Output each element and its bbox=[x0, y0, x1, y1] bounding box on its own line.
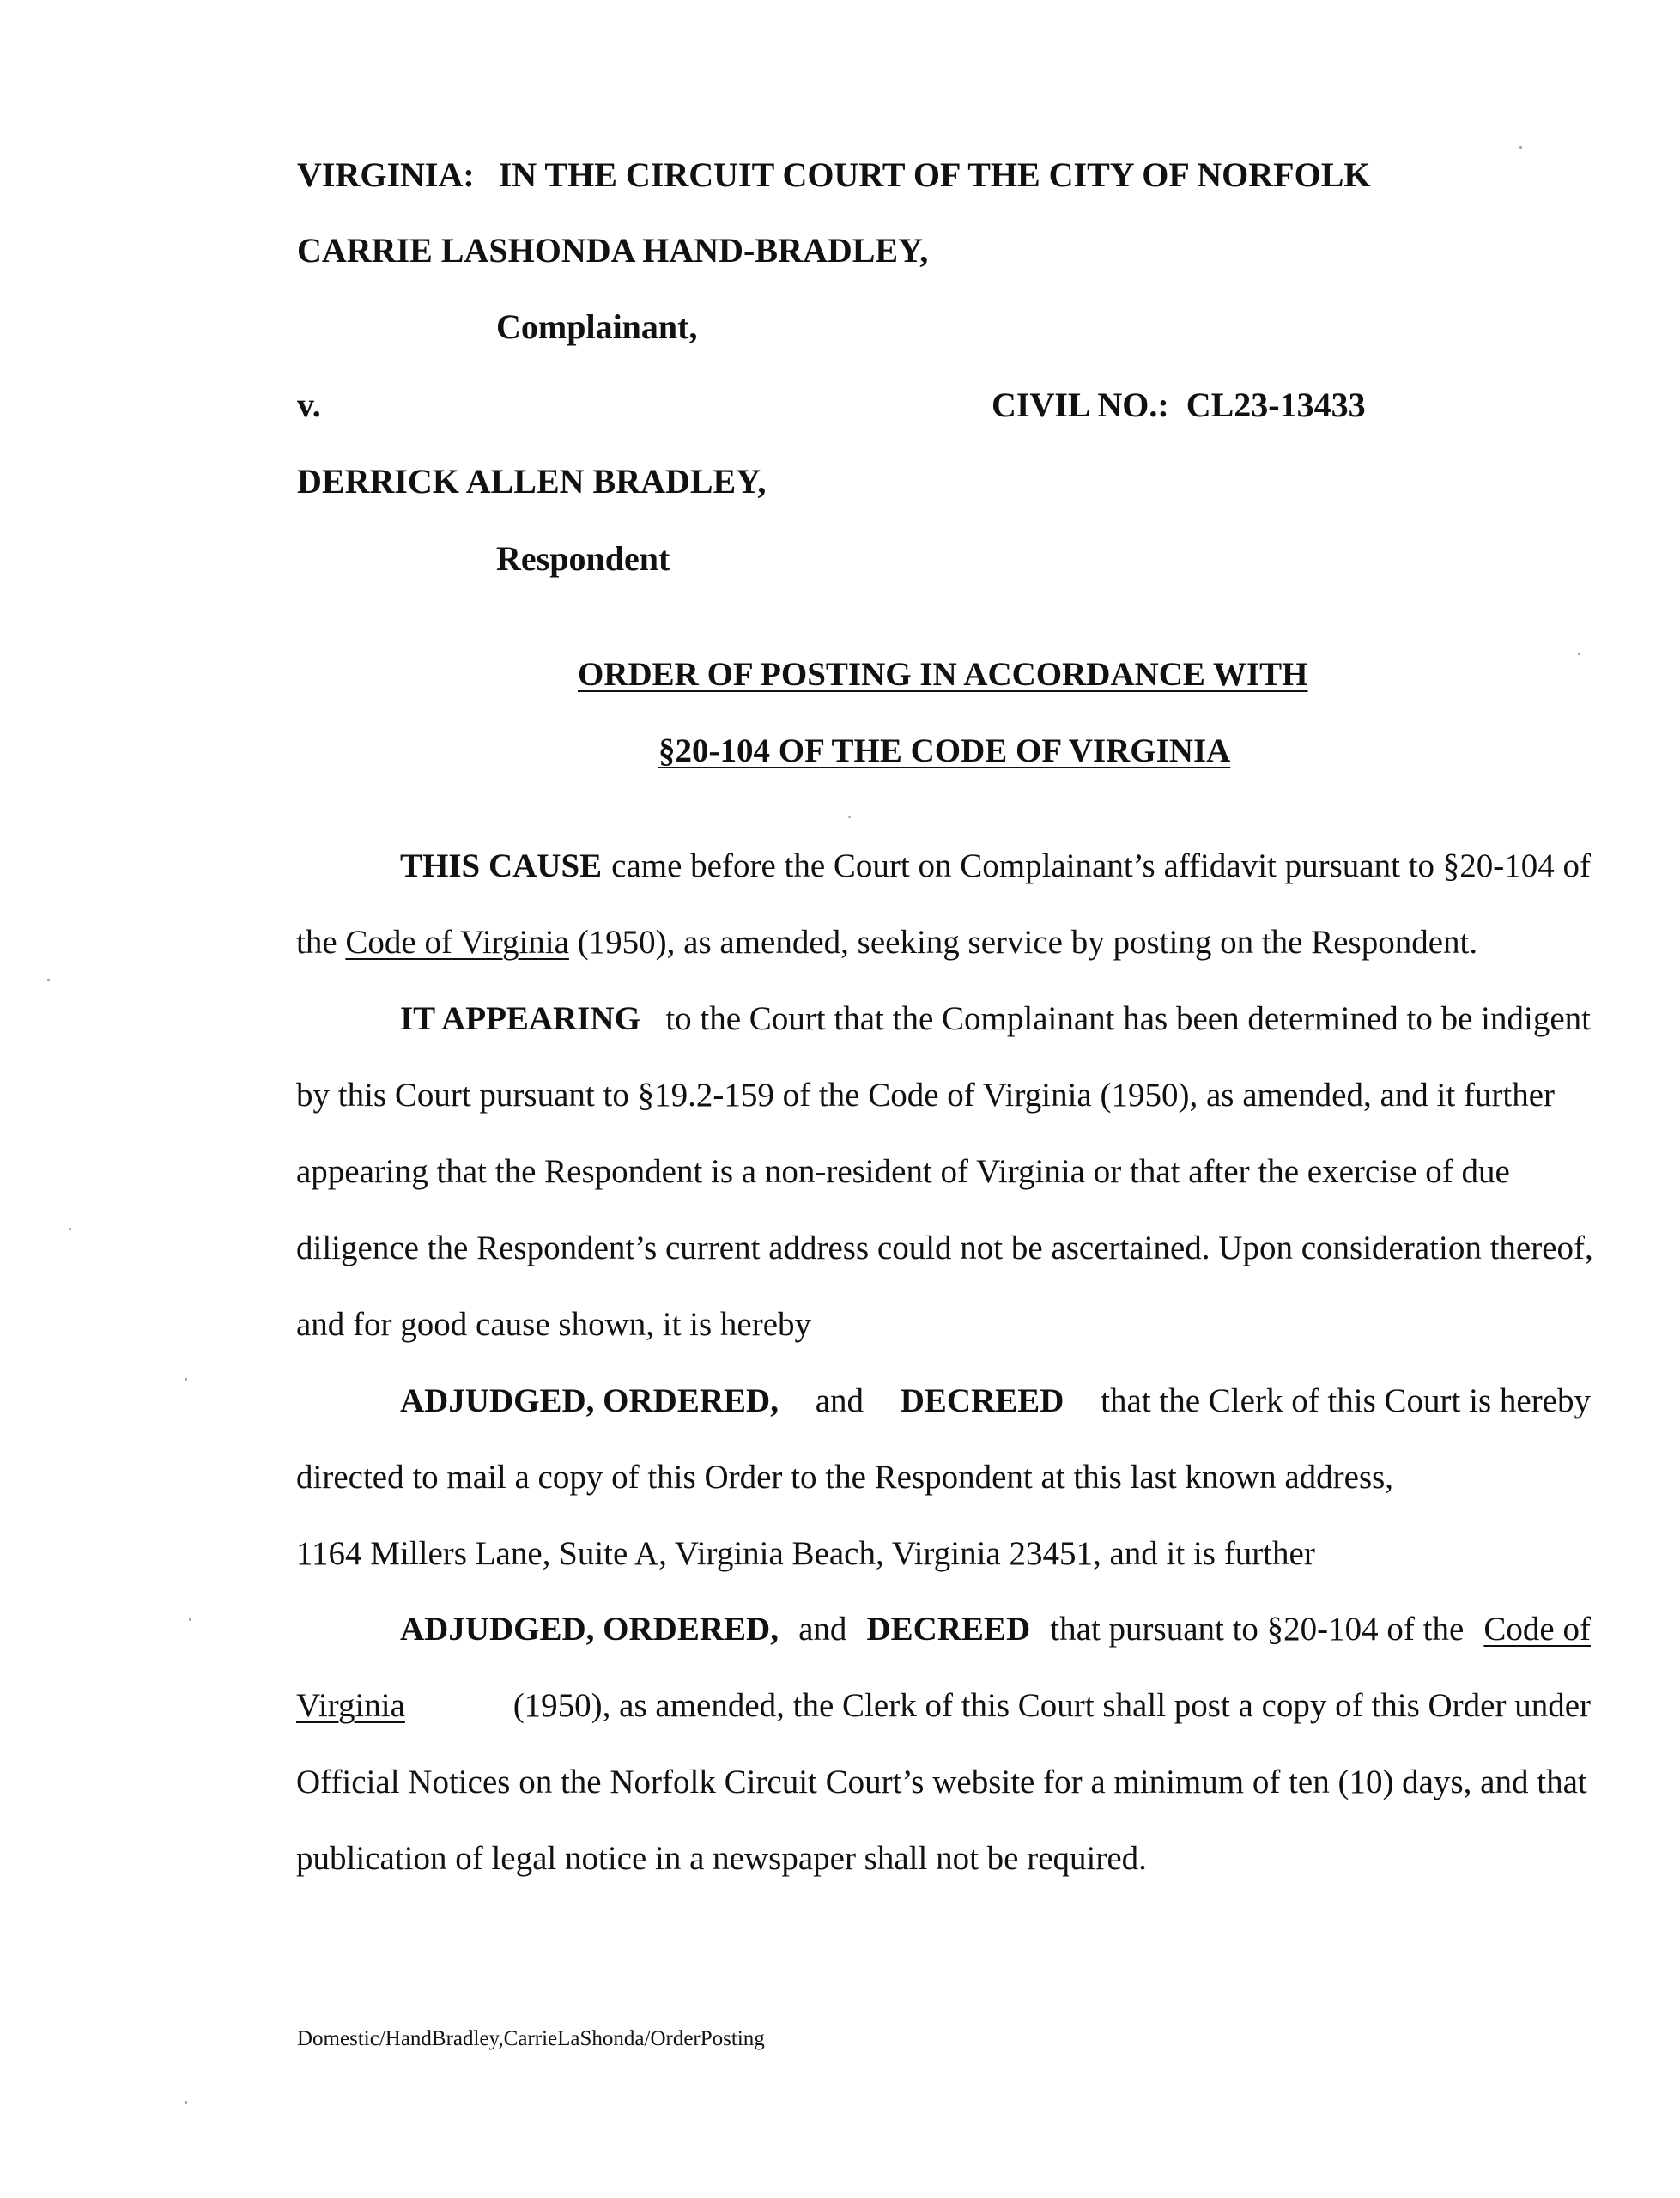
paragraph-1-line-2 bbox=[296, 922, 1477, 963]
paragraph-1-line-1 bbox=[400, 846, 1591, 887]
respondent-role: Respondent bbox=[496, 539, 670, 578]
paragraph-3-line-3: 1164 Millers Lane, Suite A, Virginia Beach, Virginia 23451, and it is further bbox=[296, 1535, 1315, 1572]
jurisdiction-label: VIRGINIA: bbox=[297, 155, 475, 194]
paragraph-2-line-5: and for good cause shown, it is hereby bbox=[296, 1306, 812, 1343]
paragraph-4-line-2 bbox=[296, 1685, 1591, 1727]
paragraph-4-line-4: publication of legal notice in a newspaper shall not be required. bbox=[296, 1840, 1147, 1877]
scan-speck bbox=[47, 979, 50, 981]
versus-label: v. bbox=[297, 386, 321, 424]
code-reference-link: Code of Virginia bbox=[345, 924, 569, 961]
p4-adjudged: ADJUDGED, ORDERED, bbox=[400, 1611, 779, 1648]
paragraph-4-line-1 bbox=[400, 1609, 1591, 1650]
p4-and: and bbox=[798, 1611, 847, 1648]
code-reference-link-part1: Code of bbox=[1483, 1611, 1591, 1648]
p4-decreed: DECREED bbox=[866, 1611, 1031, 1648]
paragraph-2-line-4: diligence the Respondent’s current address could not be ascertained. Upon consideration thereof, bbox=[296, 1230, 1593, 1266]
order-title-line1: ORDER OF POSTING IN ACCORDANCE WITH bbox=[578, 656, 1308, 693]
scan-speck bbox=[185, 2101, 187, 2104]
paragraph-2-line-1 bbox=[400, 999, 1591, 1040]
court-line bbox=[297, 155, 1371, 196]
p2-lead: IT APPEARING bbox=[400, 1000, 640, 1037]
court-name: IN THE CIRCUIT COURT OF THE CITY OF NORFOLK bbox=[498, 155, 1371, 194]
order-title-line2: §20-104 OF THE CODE OF VIRGINIA bbox=[658, 732, 1231, 769]
paragraph-4-line-3: Official Notices on the Norfolk Circuit Court’s website for a minimum of ten (10) days, and that bbox=[296, 1764, 1587, 1800]
scan-speck bbox=[1519, 146, 1522, 149]
scan-speck bbox=[1578, 653, 1580, 655]
code-reference-link-part2: Virginia bbox=[296, 1687, 405, 1724]
respondent-name: DERRICK ALLEN BRADLEY, bbox=[297, 462, 767, 501]
complainant-name: CARRIE LASHONDA HAND-BRADLEY, bbox=[297, 231, 929, 270]
scan-speck bbox=[69, 1228, 71, 1230]
scan-speck bbox=[848, 816, 851, 818]
civil-no-value: CL23-13433 bbox=[1186, 386, 1366, 424]
p1-lead: THIS CAUSE bbox=[400, 847, 603, 884]
p1-prefix: the bbox=[296, 924, 337, 961]
scan-speck bbox=[189, 1618, 191, 1621]
p4-rest: that pursuant to §20-104 of the bbox=[1050, 1611, 1465, 1648]
paragraph-2-line-3: appearing that the Respondent is a non-resident of Virginia or that after the exercise of due bbox=[296, 1153, 1510, 1190]
paragraph-3-line-1 bbox=[400, 1381, 1591, 1422]
p3-rest: that the Clerk of this Court is hereby bbox=[1101, 1382, 1591, 1419]
p3-decreed: DECREED bbox=[900, 1382, 1064, 1419]
civil-number bbox=[992, 385, 1366, 426]
footer-file-path: Domestic/HandBradley,CarrieLaShonda/OrderPosting bbox=[297, 2027, 765, 2050]
p4-line2-suffix: (1950), as amended, the Clerk of this Court shall post a copy of this Order under bbox=[512, 1687, 1591, 1724]
p1-suffix: (1950), as amended, seeking service by posting on the Respondent. bbox=[577, 924, 1478, 961]
complainant-role: Complainant, bbox=[496, 307, 698, 346]
p1-rest: came before the Court on Complainant’s affidavit pursuant to §20-104 of bbox=[611, 847, 1591, 884]
scan-speck bbox=[185, 1378, 187, 1381]
paragraph-3-line-2: directed to mail a copy of this Order to the Respondent at this last known address, bbox=[296, 1459, 1394, 1496]
civil-no-label: CIVIL NO.: bbox=[992, 386, 1169, 424]
paragraph-2-line-2: by this Court pursuant to §19.2-159 of the Code of Virginia (1950), as amended, and it further bbox=[296, 1077, 1556, 1114]
p3-adjudged: ADJUDGED, ORDERED, bbox=[400, 1382, 779, 1419]
p3-and: and bbox=[815, 1382, 864, 1419]
p2-rest: to the Court that the Complainant has been determined to be indigent bbox=[665, 1000, 1591, 1037]
